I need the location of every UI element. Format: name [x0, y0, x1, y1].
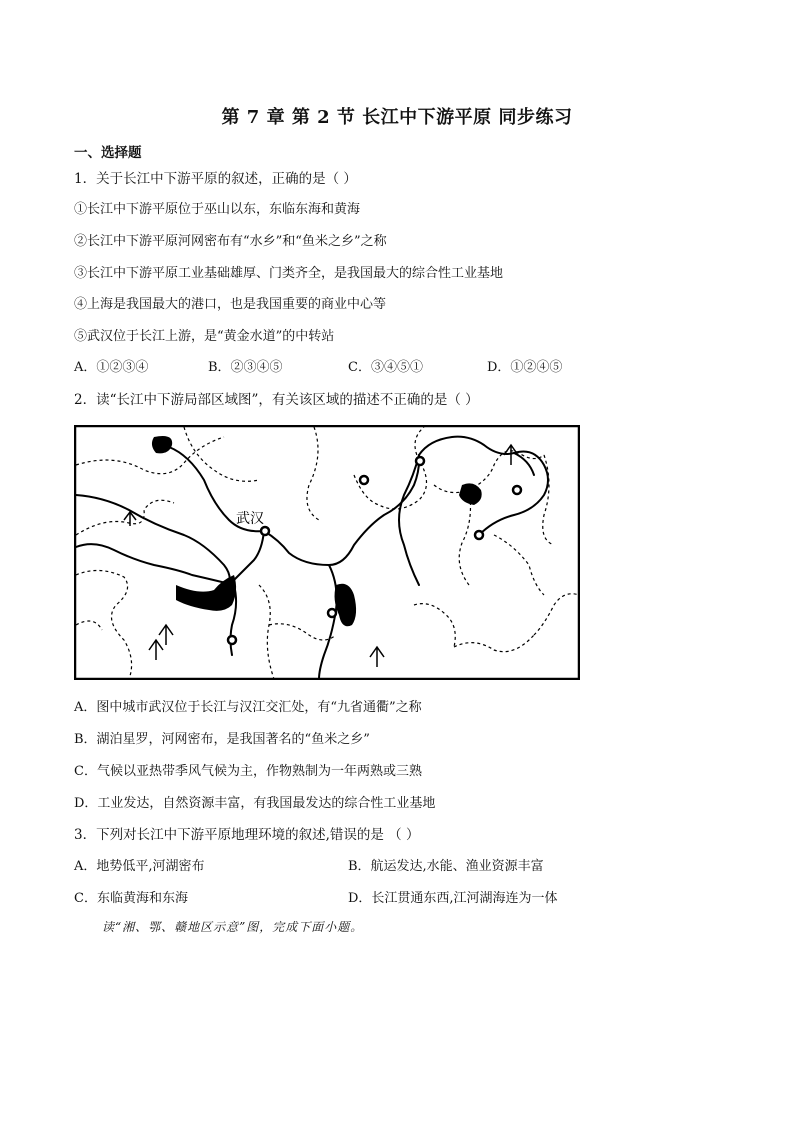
- q1-item-2: ②长江中下游平原河网密布有“水乡”和“鱼米之乡”之称: [74, 234, 387, 249]
- q3-option-a: A．地势低平,河湖密布: [74, 859, 205, 874]
- city-marker-wuhan: [261, 527, 269, 535]
- city-marker-nanchang: [328, 609, 336, 617]
- q1-item-5: ⑤武汉位于长江上游，是“黄金水道”的中转站: [74, 329, 335, 344]
- page-title: 第 7 章 第 2 节 长江中下游平原 同步练习: [221, 107, 573, 128]
- city-marker-changsha: [228, 636, 236, 644]
- q1-stem: 1．关于长江中下游平原的叙述，正确的是（ ）: [74, 171, 357, 187]
- q1-option-a: A．①②③④: [74, 360, 149, 375]
- city-marker-hefei: [360, 476, 368, 484]
- section-heading: 一、选择题: [74, 145, 142, 161]
- q2-stem: 2．读“长江中下游局部区域图”，有关该区域的描述不正确的是（ ）: [74, 392, 479, 408]
- q1-option-b: B．②③④⑤: [208, 360, 283, 375]
- q2-option-d: D．工业发达，自然资源丰富，有我国最发达的综合性工业基地: [74, 796, 436, 811]
- region-map: [74, 425, 580, 680]
- q3-option-b: B．航运发达,水能、渔业资源丰富: [348, 859, 544, 874]
- q2-option-c: C．气候以亚热带季风气候为主，作物熟制为一年两熟或三熟: [74, 764, 422, 779]
- q1-item-3: ③长江中下游平原工业基础雄厚、门类齐全，是我国最大的综合性工业基地: [74, 266, 504, 281]
- q3-stem: 3．下列对长江中下游平原地理环境的叙述,错误的是 （ ）: [74, 827, 420, 843]
- q1-item-4: ④上海是我国最大的港口，也是我国重要的商业中心等: [74, 297, 387, 312]
- q2-option-b: B．湖泊星罗，河网密布，是我国著名的“鱼米之乡”: [74, 732, 370, 747]
- city-marker-nanjing: [416, 457, 424, 465]
- city-marker-hangzhou: [475, 531, 483, 539]
- map-label-wuhan: 武汉: [236, 510, 264, 526]
- city-marker-shanghai: [513, 486, 521, 494]
- q1-item-1: ①长江中下游平原位于巫山以东，东临东海和黄海: [74, 202, 361, 217]
- q1-option-c: C．③④⑤①: [348, 360, 423, 375]
- q3-option-c: C．东临黄海和东海: [74, 891, 188, 906]
- q3-option-d: D．长江贯通东西,江河湖海连为一体: [348, 891, 558, 906]
- reading-note: 读“湘、鄂、赣地区示意”图，完成下面小题。: [102, 920, 364, 934]
- q1-option-d: D．①②④⑤: [487, 360, 563, 375]
- q2-option-a: A．图中城市武汉位于长江与汉江交汇处，有“九省通衢”之称: [74, 700, 422, 715]
